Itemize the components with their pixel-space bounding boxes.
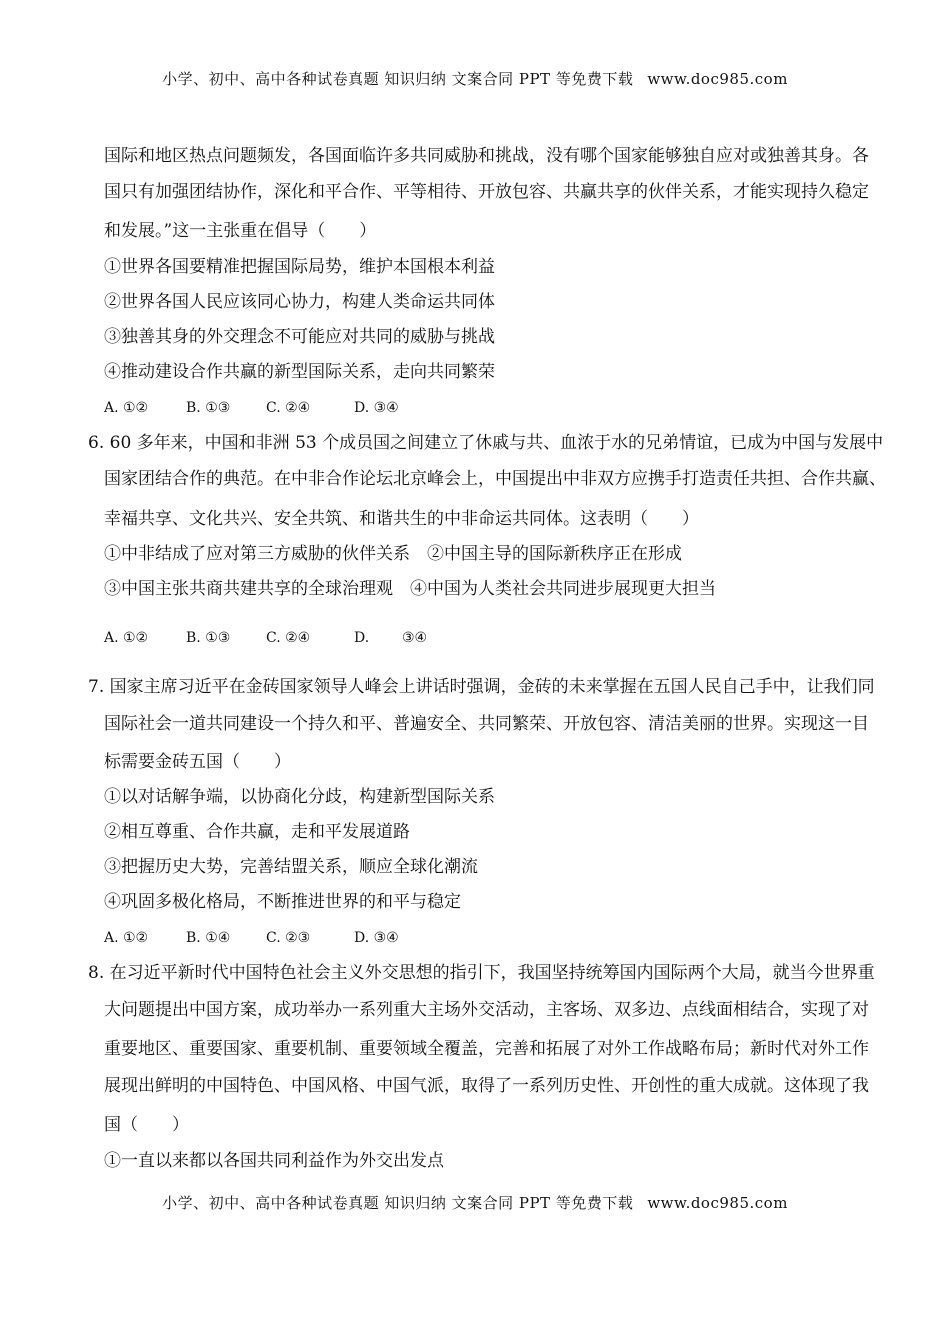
q6-stem-line-3: 幸福共享、文化共兴、安全共筑、和谐共生的中非命运共同体。这表明（ ） xyxy=(104,509,699,529)
q5-stem-line-3: 和发展。”这一主张重在倡导（ ） xyxy=(104,221,377,241)
q7-option-b: B. ①④ xyxy=(186,930,231,946)
q6-item-2: ③中国主张共商共建共享的全球治理观 ④中国为人类社会共同进步展现更大担当 xyxy=(104,579,716,599)
header-url: www.doc985.com xyxy=(647,70,788,88)
q8-stem-line-2: 大问题提出中国方案，成功举办一系列重大主场外交活动，主客场、双多边、点线面相结合，实现了对 xyxy=(104,1000,869,1020)
q7-stem-line-1: 7. 国家主席习近平在金砖国家领导人峰会上讲话时强调，金砖的未来掌握在五国人民自己手中，让我们同 xyxy=(88,677,875,697)
q7-stem-line-2: 国际社会一道共同建设一个持久和平、普遍安全、共同繁荣、开放包容、清洁美丽的世界。实现这一目 xyxy=(104,714,869,734)
q6-option-a: A. ①② xyxy=(104,630,149,646)
q6-option-d: D. xyxy=(354,630,370,646)
q6-stem-line-2: 国家团结合作的典范。在中非合作论坛北京峰会上，中国提出中非双方应携手打造责任共担、合作共赢、 xyxy=(104,469,886,489)
q6-option-c: C. ②④ xyxy=(266,630,311,646)
q7-options xyxy=(104,928,399,948)
q7-option-a: A. ①② xyxy=(104,930,149,946)
page-footer xyxy=(0,1192,950,1213)
q5-options xyxy=(104,398,399,418)
q8-stem-line-1: 8. 在习近平新时代中国特色社会主义外交思想的指引下，我国坚持统筹国内国际两个大局，就当今世界重 xyxy=(88,963,875,983)
q6-stem-line-1: 6. 60 多年来，中国和非洲 53 个成员国之间建立了休戚与共、血浓于水的兄弟情谊，已成为中国与发展中 xyxy=(88,433,884,453)
q8-stem-line-4: 展现出鲜明的中国特色、中国风格、中国气派，取得了一系列历史性、开创性的重大成就。这体现了我 xyxy=(104,1076,869,1096)
q5-item-1: ①世界各国要精准把握国际局势，维护本国根本利益 xyxy=(104,257,495,277)
q7-stem-line-3: 标需要金砖五国（ ） xyxy=(104,752,291,772)
q5-stem-line-2: 国只有加强团结协作，深化和平合作、平等相待、开放包容、共赢共享的伙伴关系，才能实现持久稳定 xyxy=(104,182,869,202)
q7-option-c: C. ②③ xyxy=(266,930,311,946)
q6-options xyxy=(104,628,427,648)
page-header xyxy=(0,68,950,89)
q5-item-4: ④推动建设合作共赢的新型国际关系，走向共同繁荣 xyxy=(104,362,495,382)
q8-item-1: ①一直以来都以各国共同利益作为外交出发点 xyxy=(104,1151,444,1171)
q6-item-1: ①中非结成了应对第三方威胁的伙伴关系 ②中国主导的国际新秩序正在形成 xyxy=(104,544,682,564)
footer-text: 小学、初中、高中各种试卷真题 知识归纳 文案合同 PPT 等免费下载 xyxy=(162,1194,634,1212)
q5-option-d: D. ③④ xyxy=(354,400,399,416)
q6-option-d-value: ③④ xyxy=(402,630,428,646)
q7-item-4: ④巩固多极化格局，不断推进世界的和平与稳定 xyxy=(104,892,461,912)
q5-option-c: C. ②④ xyxy=(266,400,311,416)
q5-option-a: A. ①② xyxy=(104,400,149,416)
q7-item-3: ③把握历史大势，完善结盟关系，顺应全球化潮流 xyxy=(104,857,478,877)
q8-stem-line-3: 重要地区、重要国家、重要机制、重要领域全覆盖，完善和拓展了对外工作战略布局；新时代对外工作 xyxy=(104,1039,869,1059)
q7-option-d: D. ③④ xyxy=(354,930,399,946)
footer-url: www.doc985.com xyxy=(647,1194,788,1212)
q8-stem-line-5: 国（ ） xyxy=(104,1115,189,1135)
q5-stem-line-1: 国际和地区热点问题频发，各国面临许多共同威胁和挑战，没有哪个国家能够独自应对或独善其身。各 xyxy=(104,146,869,166)
q5-option-b: B. ①③ xyxy=(186,400,231,416)
q5-item-3: ③独善其身的外交理念不可能应对共同的威胁与挑战 xyxy=(104,327,495,347)
q5-item-2: ②世界各国人民应该同心协力，构建人类命运共同体 xyxy=(104,292,495,312)
q7-item-1: ①以对话解争端，以协商化分歧，构建新型国际关系 xyxy=(104,787,495,807)
header-text: 小学、初中、高中各种试卷真题 知识归纳 文案合同 PPT 等免费下载 xyxy=(162,70,634,88)
q6-option-b: B. ①③ xyxy=(186,630,231,646)
q7-item-2: ②相互尊重、合作共赢，走和平发展道路 xyxy=(104,822,410,842)
